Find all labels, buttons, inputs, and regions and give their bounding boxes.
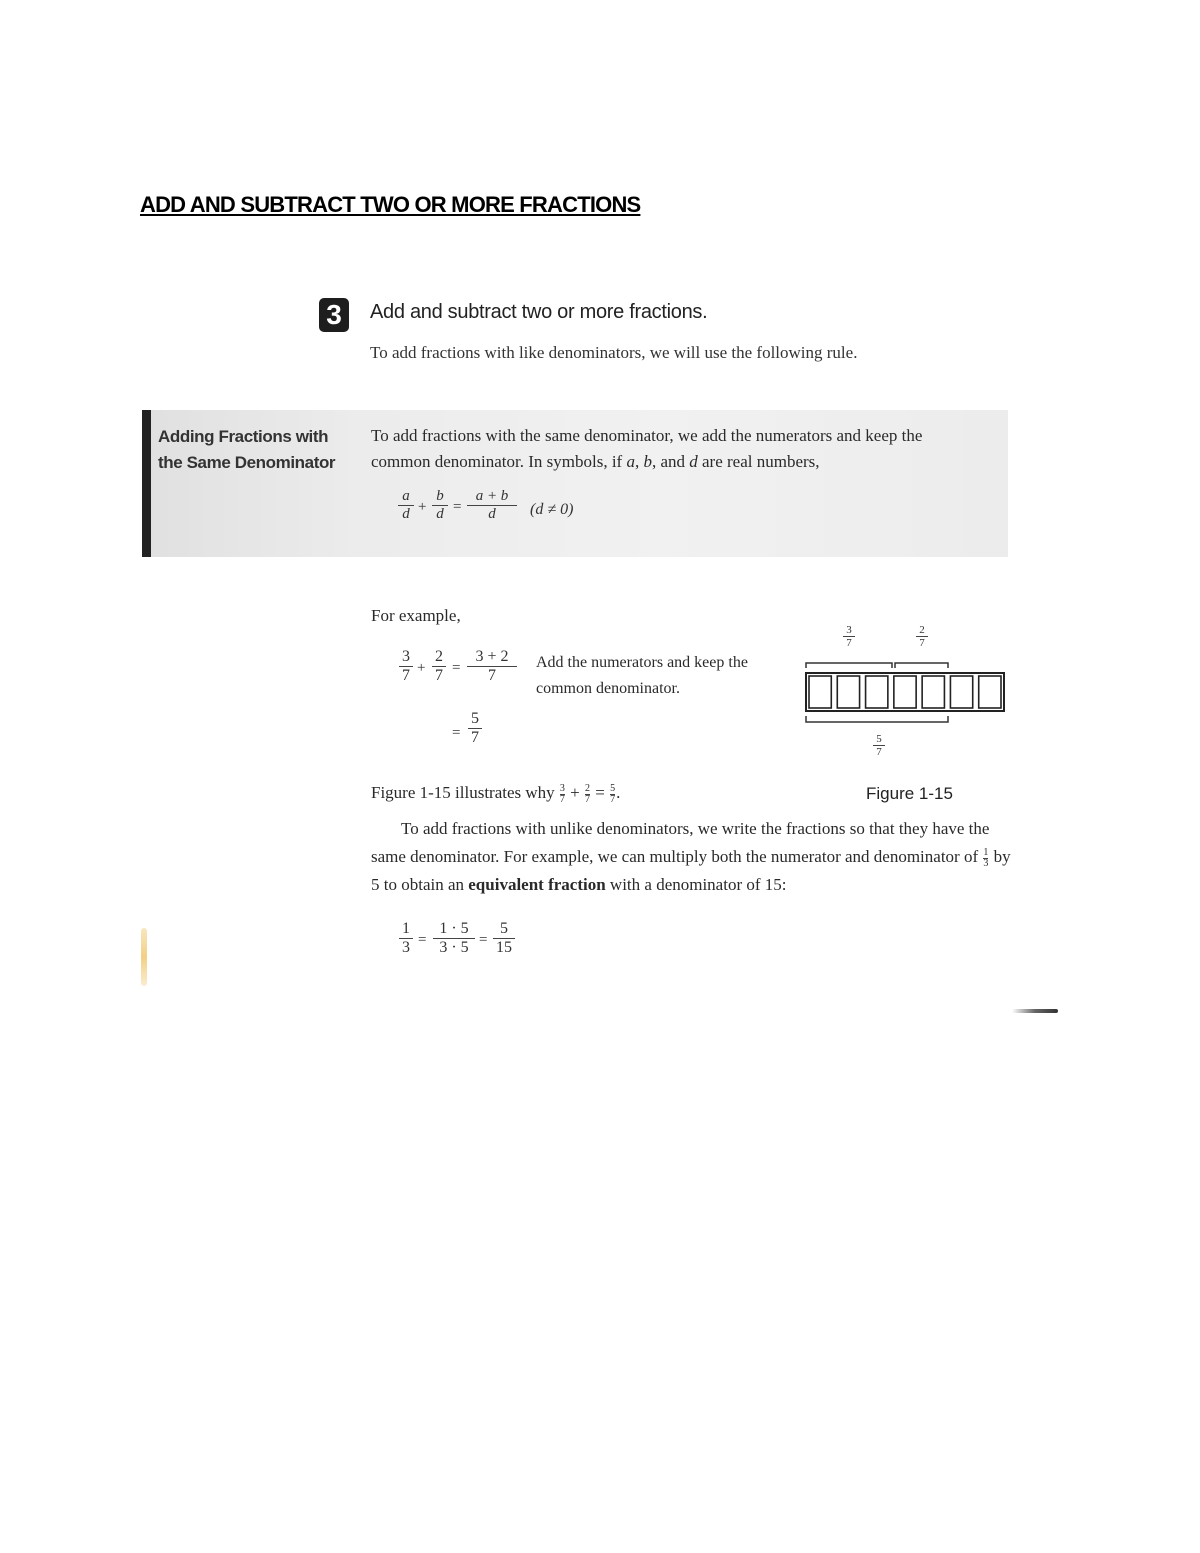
formula-equals: = [453,499,462,515]
caption-n3: 5 [610,782,616,794]
rule-text-part1: To add fractions with the same denominator, we add the numerators and keep the common denominator. In symbols, if [371,426,923,471]
paragraph-bold-term: equivalent fraction [468,875,606,894]
caption-end: . [616,783,621,802]
rule-sep2: , and [651,452,690,471]
example-equals2: = [452,725,461,741]
caption-n2: 2 [585,782,591,794]
example-note [536,650,776,702]
figure-top-left-den: 7 [846,637,852,649]
strip-frame [806,673,1004,711]
formula-plus: + [418,499,427,515]
example-equals: = [452,660,461,676]
paragraph-part2: by 5 to obtain an [371,847,1011,894]
strip-cell [979,676,1001,708]
example-num4: 5 [468,710,482,729]
paragraph-part3: with a denominator of 15: [605,875,787,894]
caption-plus: + [565,783,585,802]
caption-d2: 7 [585,793,591,805]
equiv-den3: 15 [496,939,512,956]
example-fraction-3-7 [399,648,413,685]
section-number-badge: 3 [319,298,349,332]
unlike-denominators-paragraph [371,815,1011,899]
example-fraction-2-7 [432,648,446,685]
equiv-fraction-5-15 [493,920,515,957]
equiv-equals: = [418,932,427,948]
paragraph-fn: 1 [983,846,989,858]
equiv-den1: 3 [402,939,410,956]
example-num1: 3 [399,648,413,667]
strip-cell [950,676,972,708]
figure-top-right-den: 7 [919,637,925,649]
document-title: ADD AND SUBTRACT TWO OR MORE FRACTIONS [140,192,641,217]
formula-num3: a + b [467,488,517,506]
caption-fraction-5-7 [610,784,615,805]
intro-text: To add fractions with like denominators, we will use the following rule. [370,343,858,362]
equiv-fraction-1-3 [399,920,413,957]
example-den3: 7 [488,667,496,684]
fraction-strip-diagram [800,660,1010,730]
formula-den1: d [402,506,410,522]
example-note-line1: Add the numerators and keep the [536,654,748,671]
strip-cell [866,676,888,708]
formula-num2: b [432,488,448,506]
figure-label-2-7 [916,624,928,649]
equiv-num3: 5 [493,920,515,939]
caption-fraction-2-7 [585,784,590,805]
paragraph-fraction-1-3 [983,848,988,869]
caption-eq: = [591,783,610,802]
caption-n1: 3 [559,782,565,794]
figure-label: Figure 1-15 [866,784,953,803]
example-note-line2: common denominator. [536,680,680,697]
example-num3: 3 + 2 [467,648,517,667]
rule-text-part2: are real numbers, [697,452,820,471]
example-fraction-5-7 [468,710,482,747]
formula-den2: d [436,506,444,522]
paragraph-part1: To add fractions with unlike denominators, we write the fractions so that they have the same denominator. For example, we can multiply both the numerator and denominator of [371,819,990,866]
rule-label-line1: Adding Fractions with [158,427,329,446]
scan-mark [1012,1009,1058,1013]
example-fraction-sum [467,648,517,685]
caption-text: Figure 1-15 illustrates why [371,783,559,802]
formula-fraction-a-over-d [398,488,414,523]
formula-den3: d [488,506,496,522]
figure-top-left-num: 3 [843,624,855,637]
formula-fraction-b-over-d [432,488,448,523]
figure-label-3-7 [843,624,855,649]
strip-cell [922,676,944,708]
formula-num1: a [398,488,414,506]
equiv-equals2: = [479,932,488,948]
section-heading: Add and subtract two or more fractions. [370,301,708,323]
formula-condition: (d ≠ 0) [530,501,574,518]
rule-box-label [158,424,335,476]
rule-var-b: b [643,452,652,471]
strip-cell [894,676,916,708]
example-den4: 7 [471,729,479,746]
figure-bottom-den: 7 [876,746,882,758]
scan-edge-shadow [141,928,147,986]
example-num2: 2 [432,648,446,667]
rule-box-accent-bar [142,410,151,557]
rule-text [371,423,981,475]
caption-d3: 7 [610,793,616,805]
figure-caption [371,783,620,805]
example-den1: 7 [402,667,410,684]
rule-label-line2: the Same Denominator [158,453,336,472]
formula-fraction-sum [467,488,517,523]
example-den2: 7 [435,667,443,684]
example-plus: + [417,660,426,676]
figure-top-right-num: 2 [916,624,928,637]
rule-var-a: a [626,452,635,471]
equiv-fraction-product [433,920,475,957]
rule-var-d: d [689,452,698,471]
example-lead: For example, [371,606,461,625]
strip-cell [837,676,859,708]
paragraph-fd: 3 [983,857,989,869]
caption-fraction-3-7 [560,784,565,805]
caption-d1: 7 [559,793,565,805]
figure-bottom-num: 5 [873,733,885,746]
rule-sep1: , [634,452,644,471]
equiv-den2: 3 · 5 [439,939,469,956]
equiv-num1: 1 [399,920,413,939]
equiv-num2: 1 · 5 [433,920,475,939]
figure-label-5-7 [873,733,885,758]
strip-cell [809,676,831,708]
